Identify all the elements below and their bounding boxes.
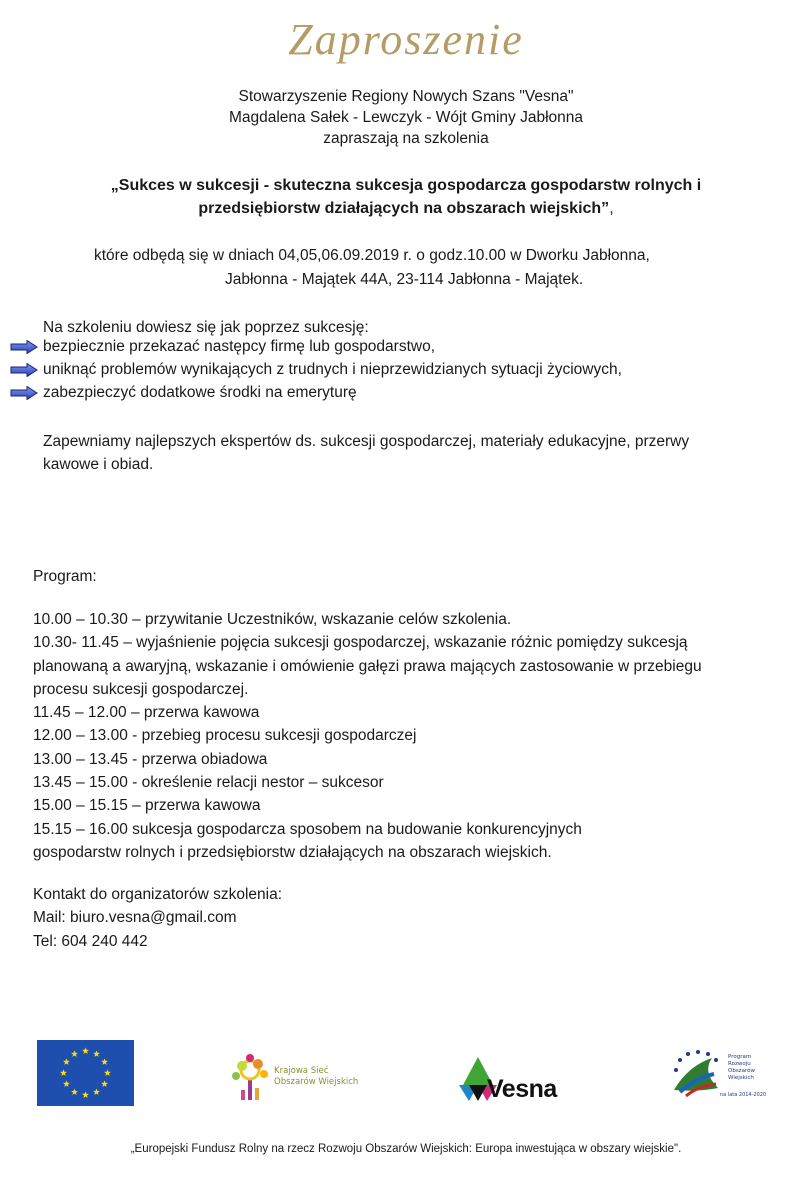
bullet-text: uniknąć problemów wynikających z trudnych i nieprzewidzianych sytuacji życiowych, — [43, 360, 622, 378]
arrow-right-icon — [10, 363, 38, 377]
contact-heading: Kontakt do organizatorów szkolenia: — [33, 886, 283, 903]
vesna-wordmark: Vesna — [487, 1075, 557, 1103]
program-line: planowaną a awaryjną, wskazanie i omówienie gałęzi prawa mających zastosowanie w przebiegu — [33, 657, 702, 675]
program-line: 13.00 – 13.45 - przerwa obiadowa — [33, 750, 268, 768]
prow-line: Rozwoju — [728, 1061, 751, 1067]
prow-logo — [668, 1048, 768, 1104]
contact-tel: Tel: 604 240 442 — [33, 932, 148, 950]
program-list — [33, 608, 773, 864]
training-title-line-1: „Sukces w sukcesji - skuteczna sukcesja gospodarcza gospodarstw rolnych i — [110, 177, 702, 194]
training-title-text: przedsiębiorstw działających na obszarach wiejskich” — [198, 200, 610, 217]
learn-intro: Na szkoleniu dowiesz się jak poprzez sukcesję: — [43, 319, 369, 336]
prow-line: Obszarów — [728, 1068, 755, 1074]
organizer-line: Stowarzyszenie Regiony Nowych Szans "Vesna" — [238, 88, 574, 105]
list-item — [10, 358, 622, 381]
prow-years: na lata 2014-2020 — [720, 1092, 767, 1098]
eu-flag-logo — [37, 1040, 134, 1106]
program-line: procesu sukcesji gospodarczej. — [33, 680, 249, 698]
page-title: Zaproszenie — [288, 15, 524, 64]
bullet-text: bezpiecznie przekazać następcy firmę lub gospodarstwo, — [43, 337, 436, 355]
program-line: 12.00 – 13.00 - przebieg procesu sukcesji gospodarczej — [33, 727, 417, 745]
bullet-text: zabezpieczyć dodatkowe środki na emeryturę — [43, 383, 357, 401]
training-title-line-2 — [0, 198, 812, 220]
program-line: gospodarstw rolnych i przedsiębiorstw działających na obszarach wiejskich. — [33, 843, 552, 861]
organizer-line: zapraszają na szkolenia — [323, 130, 489, 147]
organizer-line: Magdalena Sałek - Lewczyk - Wójt Gminy Jabłonna — [228, 109, 584, 126]
list-item — [10, 335, 435, 358]
arrow-right-icon — [10, 340, 38, 354]
program-line: 10.30- 11.45 – wyjaśnienie pojęcia sukcesji gospodarczej, wskazanie różnic pomiędzy sukcesją — [33, 634, 688, 652]
program-line: 11.45 – 12.00 – przerwa kawowa — [33, 704, 260, 722]
tree-icon — [230, 1052, 274, 1104]
organizers-block — [0, 86, 812, 149]
contact-mail: Mail: biuro.vesna@gmail.com — [33, 909, 237, 927]
program-line: 13.45 – 15.00 - określenie relacji nestor – sukcesor — [33, 774, 384, 792]
program-line: 15.00 – 15.15 – przerwa kawowa — [33, 797, 261, 815]
vesna-logo — [457, 1055, 567, 1107]
program-heading: Program: — [33, 568, 97, 585]
prow-emblem-icon — [668, 1048, 724, 1100]
ksow-line-2: Obszarów Wiejskich — [274, 1077, 359, 1087]
prow-line: Wiejskich — [728, 1075, 754, 1081]
prow-line: Program — [728, 1054, 752, 1060]
training-title-suffix: , — [609, 200, 614, 217]
arrow-right-icon — [10, 386, 38, 400]
program-line: 10.00 – 10.30 – przywitanie Uczestników, wskazanie celów szkolenia. — [33, 611, 512, 628]
footer-note: „Europejski Fundusz Rolny na rzecz Rozwoju Obszarów Wiejskich: Europa inwestująca w obszary wiejskie". — [130, 1143, 682, 1155]
ksow-logo — [230, 1052, 370, 1104]
contact-block — [33, 883, 773, 953]
experts-line-1: Zapewniamy najlepszych ekspertów ds. sukcesji gospodarczej, materiały edukacyjne, przerwy — [43, 433, 690, 450]
program-line: 15.15 – 16.00 sukcesja gospodarcza sposobem na budowanie konkurencyjnych — [33, 820, 582, 838]
venue-line-2: Jabłonna - Majątek 44A, 23-114 Jabłonna - Majątek. — [225, 271, 584, 288]
venue-line-1: które odbędą się w dniach 04,05,06.09.2019 r. o godz.10.00 w Dworku Jabłonna, — [94, 247, 650, 264]
list-item — [10, 381, 357, 404]
ksow-line-1: Krajowa Sieć — [274, 1066, 329, 1076]
experts-line-2: kawowe i obiad. — [43, 456, 154, 473]
